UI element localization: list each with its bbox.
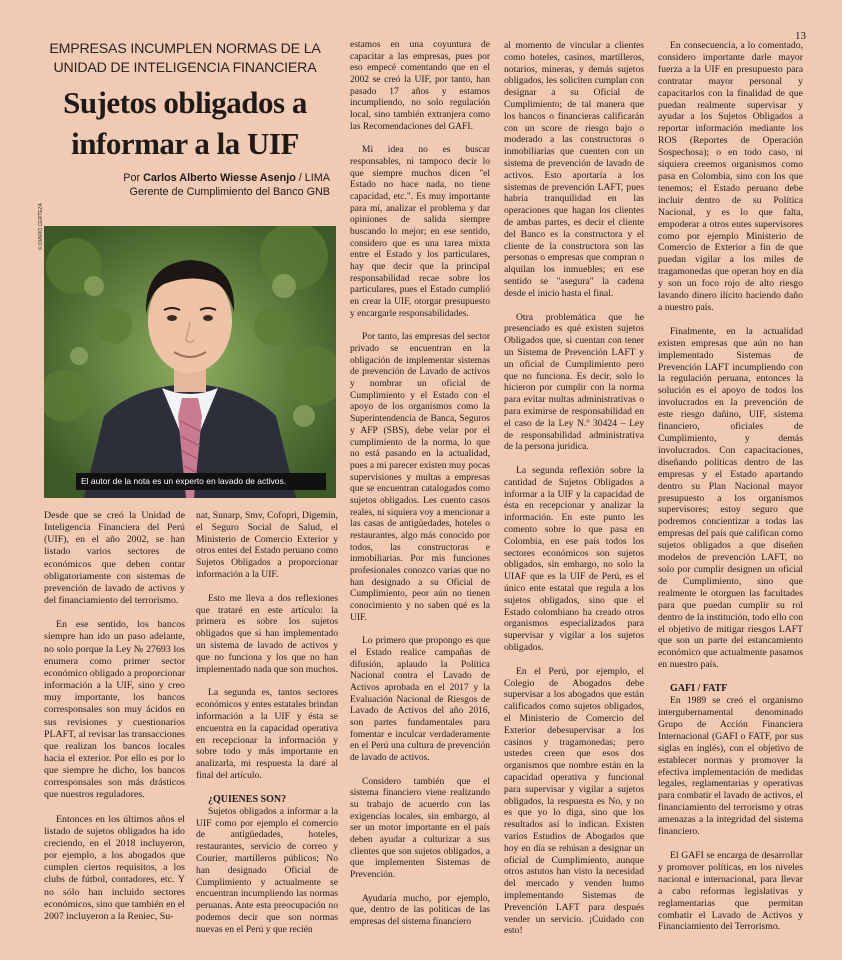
author-role: Gerente de Cumplimiento del Banco GNB [129, 186, 330, 198]
author-name: Carlos Alberto Wiesse Asenjo [143, 172, 296, 184]
c4-paragraph-1: al momento de vincular a clientes como hoteles, casinos, martilleros, notarios, mineras, y demás sujetos obligados, les soliciten cumplan con designar a su Oficial de Cumplimiento; de tal manera que los bancos o financieras calificarán con un score de riesgo bajo o moderado a las constructoras o inmobiliarias que cuenten con un sistema de prevención de lavado de activos. Esto aportaría a los sistemas de prevención LAFT, pues habría tranquilidad en las operaciones que hagan los clientes de ambas partes, es decir el cliente del Banco es la constructora y el cliente de la constructora son las personas o empresas que compran o alquilan los inmuebles; en ese sentido se "asegura" la cadena desde el inicio hasta el final. [504, 40, 644, 299]
c3-paragraph-6: Ayudaría mucho, por ejemplo, que, dentro de las políticas de las empresas del sistema financiero [350, 893, 490, 928]
c3-paragraph-5: Considero también que el sistema financiero viene realizando su trabajo de acuerdo con las exigencias locales, sin embargo, al ser un motor importante en el país deben ayudar a culturizar a sus clientes que son sujetos obligados, a que implementen Sistemas de Prevención. [350, 776, 490, 881]
byline-prefix: Por [123, 172, 144, 184]
article-headline: Sujetos obligados a informar a la UIF [63, 85, 307, 161]
c4-paragraph-2: Otra problemática que he presenciado es qué existen sujetos Obligados que, si cuentan con tener un Sistema de Prevención LAFT y un oficial de Cumplimiento pero que no funciona. Es decir, solo lo hicieron por cumplir con la norma para evitar multas administrativas o para eximirse de responsabilidad en el caso de la Ley N.º 30424 – Ley de responsabilidad administrativa de la persona jurídica. [504, 311, 644, 453]
c5-paragraph-1: En consecuencia, a lo comentado, considero importante darle mayor fuerza a la UIF en presupuesto para contratar mayor personal y capacitarlos con la finalidad de que puedan realmente supervisar y ayudar a los Sujetos Obligados a reportar información mediante los ROS (Reportes de Operación Sospechosa); o en todo caso, ni siquiera creemos organismos como pasa en Colombia, sino con los que tenemos; el Estado peruano debe incluir dentro de su Política Nacional, y es lo que falta, empoderar a otros entes supervisores como por ejemplo Ministerio de Comercio de Exterior a fin de que puedan vigilar a los miles de tragamonedas que operan hoy en día y son un foco rojo de alto riesgo lavando dinero ilícito haciendo daño a nuestro país. [658, 40, 803, 313]
c3-paragraph-1: estamos en una coyuntura de capacitar a las empresas, pues por eso empecé comentando que en el 2002 se creó la UIF, por tanto, han pasado 17 años y estamos incumpliendo, no solo regulación local, sino también extranjera como las Recomendaciones del GAFI. [350, 40, 490, 132]
c2-paragraph-3: La segunda es, tantos sectores económicos y entes estatales brindan información a la UIF y ésta se encuentra en la capacidad operativa en recepcionar la información y sobre todo y más importante en analizarla, mi respuesta la daré al final del artículo. [196, 687, 338, 781]
c5-paragraph-4: El GAFI se encarga de desarrollar y promover políticas, en los niveles nacional e internacional, para llevar a cabo reformas legislativas y reglamentarias que permitan combatir el Lavado de Activos y Financiamiento del Terrorismo. [658, 850, 803, 933]
article-header [36, 40, 334, 199]
author-portrait-illustration [44, 226, 336, 498]
c5-paragraph-2: Finalmente, en la actualidad existen empresas que aún no han implementado Sistemas de Prevención LAFT incumpliendo con la regulación peruana, entonces la solución es el apoyo de todos los involucrados en la prevención de este riesgo dañino, UIF, sistema financiero, oficiales de Cumplimiento, y demás involucrados. Con capacitaciones, diseñando políticas dentro de las empresas y el Estado apartando dentro su Plan Nacional mayor presupuesto a los organismos supervisores; estoy seguro que podremos concientizar a todas las empresas del país que califican como sujetos obligados a que diseñen modelos de prevención LAFT, no solo por cumplir designen un oficial de Cumplimiento, sino que realmente le otorguen las facultades para que puedan cumplir su rol dentro de la institución, todo ello con el objetivo de mitigar riesgos LAFT que son un parte del estancamiento económico que actualmente pasamos en nuestro país. [658, 325, 803, 671]
section-heading-quienes-son: ¿QUIENES SON? [208, 793, 287, 805]
c2-paragraph-4: Sujetos obligados a informar a la UIF como por ejemplo el comercio de antigüedades, hoteles, restaurantes, servicio de correo y Courier, martilleros públicos; No han designado Oficial de Cumplimiento y actualmente se encuentran incumpliendo las normas peruanas. Ante esta preocupación no podemos decir que son normas nuevas en el Perú y que recién [196, 805, 338, 935]
page-number: 13 [795, 30, 806, 42]
c3-paragraph-2: Mi idea no es buscar responsables, ni tampoco decir lo que siempre muchos dicen "el Estado no hace nada, no tiene capacidad, etc.". Es muy importante para mí, analizar el problema y dar opiniones de salida siempre buscando lo mejor; en ese sentido, considero que es una tarea mixta entre el Estado y los particulares, hay que decir que la principal responsabilidad recae sobre los particulares, pues el Estado cumplió en crear la UIF, otorgar presupuesto y encargarle responsabilidades. [350, 145, 490, 319]
c4-paragraph-3: La segunda reflexión sobre la cantidad de Sujetos Obligados a informar a la UIF y la capacidad de ésta en recepcionar y analizar la información. En este punto les comento sobre lo que pasa en Colombia, en ese país todos los sectores económicos son sujetos obligados, sin embargo, no solo la UIAF que es la UIF de Perú, es el único ente estatal que regula a los sujetos obligados, sino que el Estado colombiano ha creado otros organismos especializados para supervisar y vigilar a los sujetos obligados. [504, 465, 644, 654]
c2-paragraph-1: nat, Sunarp, Smv, Cofopri, Digemin, el Seguro Social de Salud, el Ministerio de Comercio Exterior y otros entes del Estado peruano como Sujetos Obligados a proporcionar información a la UIF. [196, 510, 338, 580]
c3-paragraph-4: Lo primero que propongo es que el Estado realice campañas de difusión, aplaudo la Política Nacional contra el Lavado de Activos aprobada en el 2017 y la Evaluación Nacional de Riesgos de Lavado de Activos del año 2016, son partes fundamentales para fomentar e inculcar verdaderamente en el Perú una cultura de prevención de lavado de activos. [350, 636, 490, 763]
article-column-2 [196, 510, 338, 948]
article-kicker: EMPRESAS INCUMPLEN NORMAS DE LA UNIDAD DE INTELIGENCIA FINANCIERA [49, 41, 321, 76]
c5-paragraph-3: En 1989 se creó el organismo intergubernamental denominado Grupo de Acción Financiera Internacional (GAFI o FATF, por sus siglas en inglés), con el objetivo de establecer normas y promover la efectiva implementación de medidas legales, reglamentarias y operativas para combatir el lavado de activos, el financiamiento del terrorismo y otras amenazas a la integridad del sistema financiero. [658, 695, 803, 838]
article-column-3 [350, 40, 490, 941]
article-column-5 [658, 40, 803, 945]
c4-paragraph-4: En el Perú, por ejemplo, el Colegio de Abogados debe supervisar a los abogados que están calificados como sujetos obligados, el Ministerio de Comercio del Exterior debesupervisar a los casinos y tragamonedas; pero ustedes creen que esos dos organismos que nombre están en la capacidad operativa y funcional para supervisar y vigilar a sujetos obligados, la respuesta es No, y no es que yo lo diga, sino que los resultados así lo indican. Existen varios Estudios de Abogados que hoy en día se rehúsan a designar un oficial de Cumplimiento, aunque otros astutos han visto la necesidad del mercado y venden humo implementando Sistemas de Prevención LAFT para después vender un servicio. ¡Cuidado con esto! [504, 665, 644, 937]
c1-paragraph-3: Entonces en los últimos años el listado de sujetos obligados ha ido creciendo, en el 2018 incluyeron, por ejemplo, a los abogados que cumplen ciertos requisitos, a los clubs de fútbol, contadores, etc. Y no sólo han incluido sectores económicos, sino que también en el 2007 incluyeron a la Reniec, Su- [44, 813, 185, 922]
author-photo [44, 226, 336, 498]
article-byline [36, 171, 334, 199]
c1-paragraph-2: En ese sentido, los bancos siempre han ido un paso adelante, no solo porque la Ley № 27693 los enumera como primer sector económico obligado a proporcionar información a la UIF, sino y creo muy importante, los bancos corresponsales son muy ácidos en sus revisiones y cuestionarios PLAFT, al revisar las transacciones que realizan los bancos locales hacia el exterior. Por ello es por lo que siempre he dicho, los bancos corresponsales son más drásticos que nuestros reguladores. [44, 619, 185, 801]
c1-paragraph-1: Desde que se creó la Unidad de Inteligencia Financiera del Perú (UIF), en el año 2002, se han listado varios sectores de económicos que deben contar obligatoriamente con sistemas de prevención de lavado de activos y del financiamiento del terrorismo. [44, 510, 185, 607]
section-heading-gafi-fatf: GAFI / FATF [670, 683, 728, 695]
photo-caption: El autor de la nota es un experto en lavado de activos. [76, 473, 326, 490]
c3-paragraph-3: Por tanto, las empresas del sector privado se encuentran en la obligación de implementar sistemas de prevención de Lavado de activos y nombrar un oficial de Cumplimiento y el Estado con el apoyo de los organismos como la Superintendencia de Banca, Seguros y AFP (SBS), debe velar por el cumplimiento de la norma, lo que no está pasando en la actualidad, pues a mí parecer existen muy pocas supervisiones y multas a empresas que se encuentran catalogados como sujetos obligados. Les cuento casos reales, ni siquiera voy a mencionar a las casas de antigüedades, hoteles o restaurantes, algo más conocido por todos, las constructoras e inmobiliarias. Por mis funciones profesionales conozco varias que no han designado a su Oficial de Cumplimiento, peor aún no tienen conocimiento y no saben qué es la UIF. [350, 332, 490, 623]
byline-location: / LIMA [295, 172, 330, 184]
c2-paragraph-2: Esto me lleva a dos reflexiones que trataré en este artículo: la primera es sobre los sujetos obligados que si han implementado un sistema de lavado de activos y que no funciona y los que no han implementado nada que son muchos. [196, 592, 339, 675]
photo-credit: © DIARIO CERTEZA [38, 203, 44, 250]
article-column-4 [504, 40, 644, 949]
article-column-1 [44, 510, 185, 935]
